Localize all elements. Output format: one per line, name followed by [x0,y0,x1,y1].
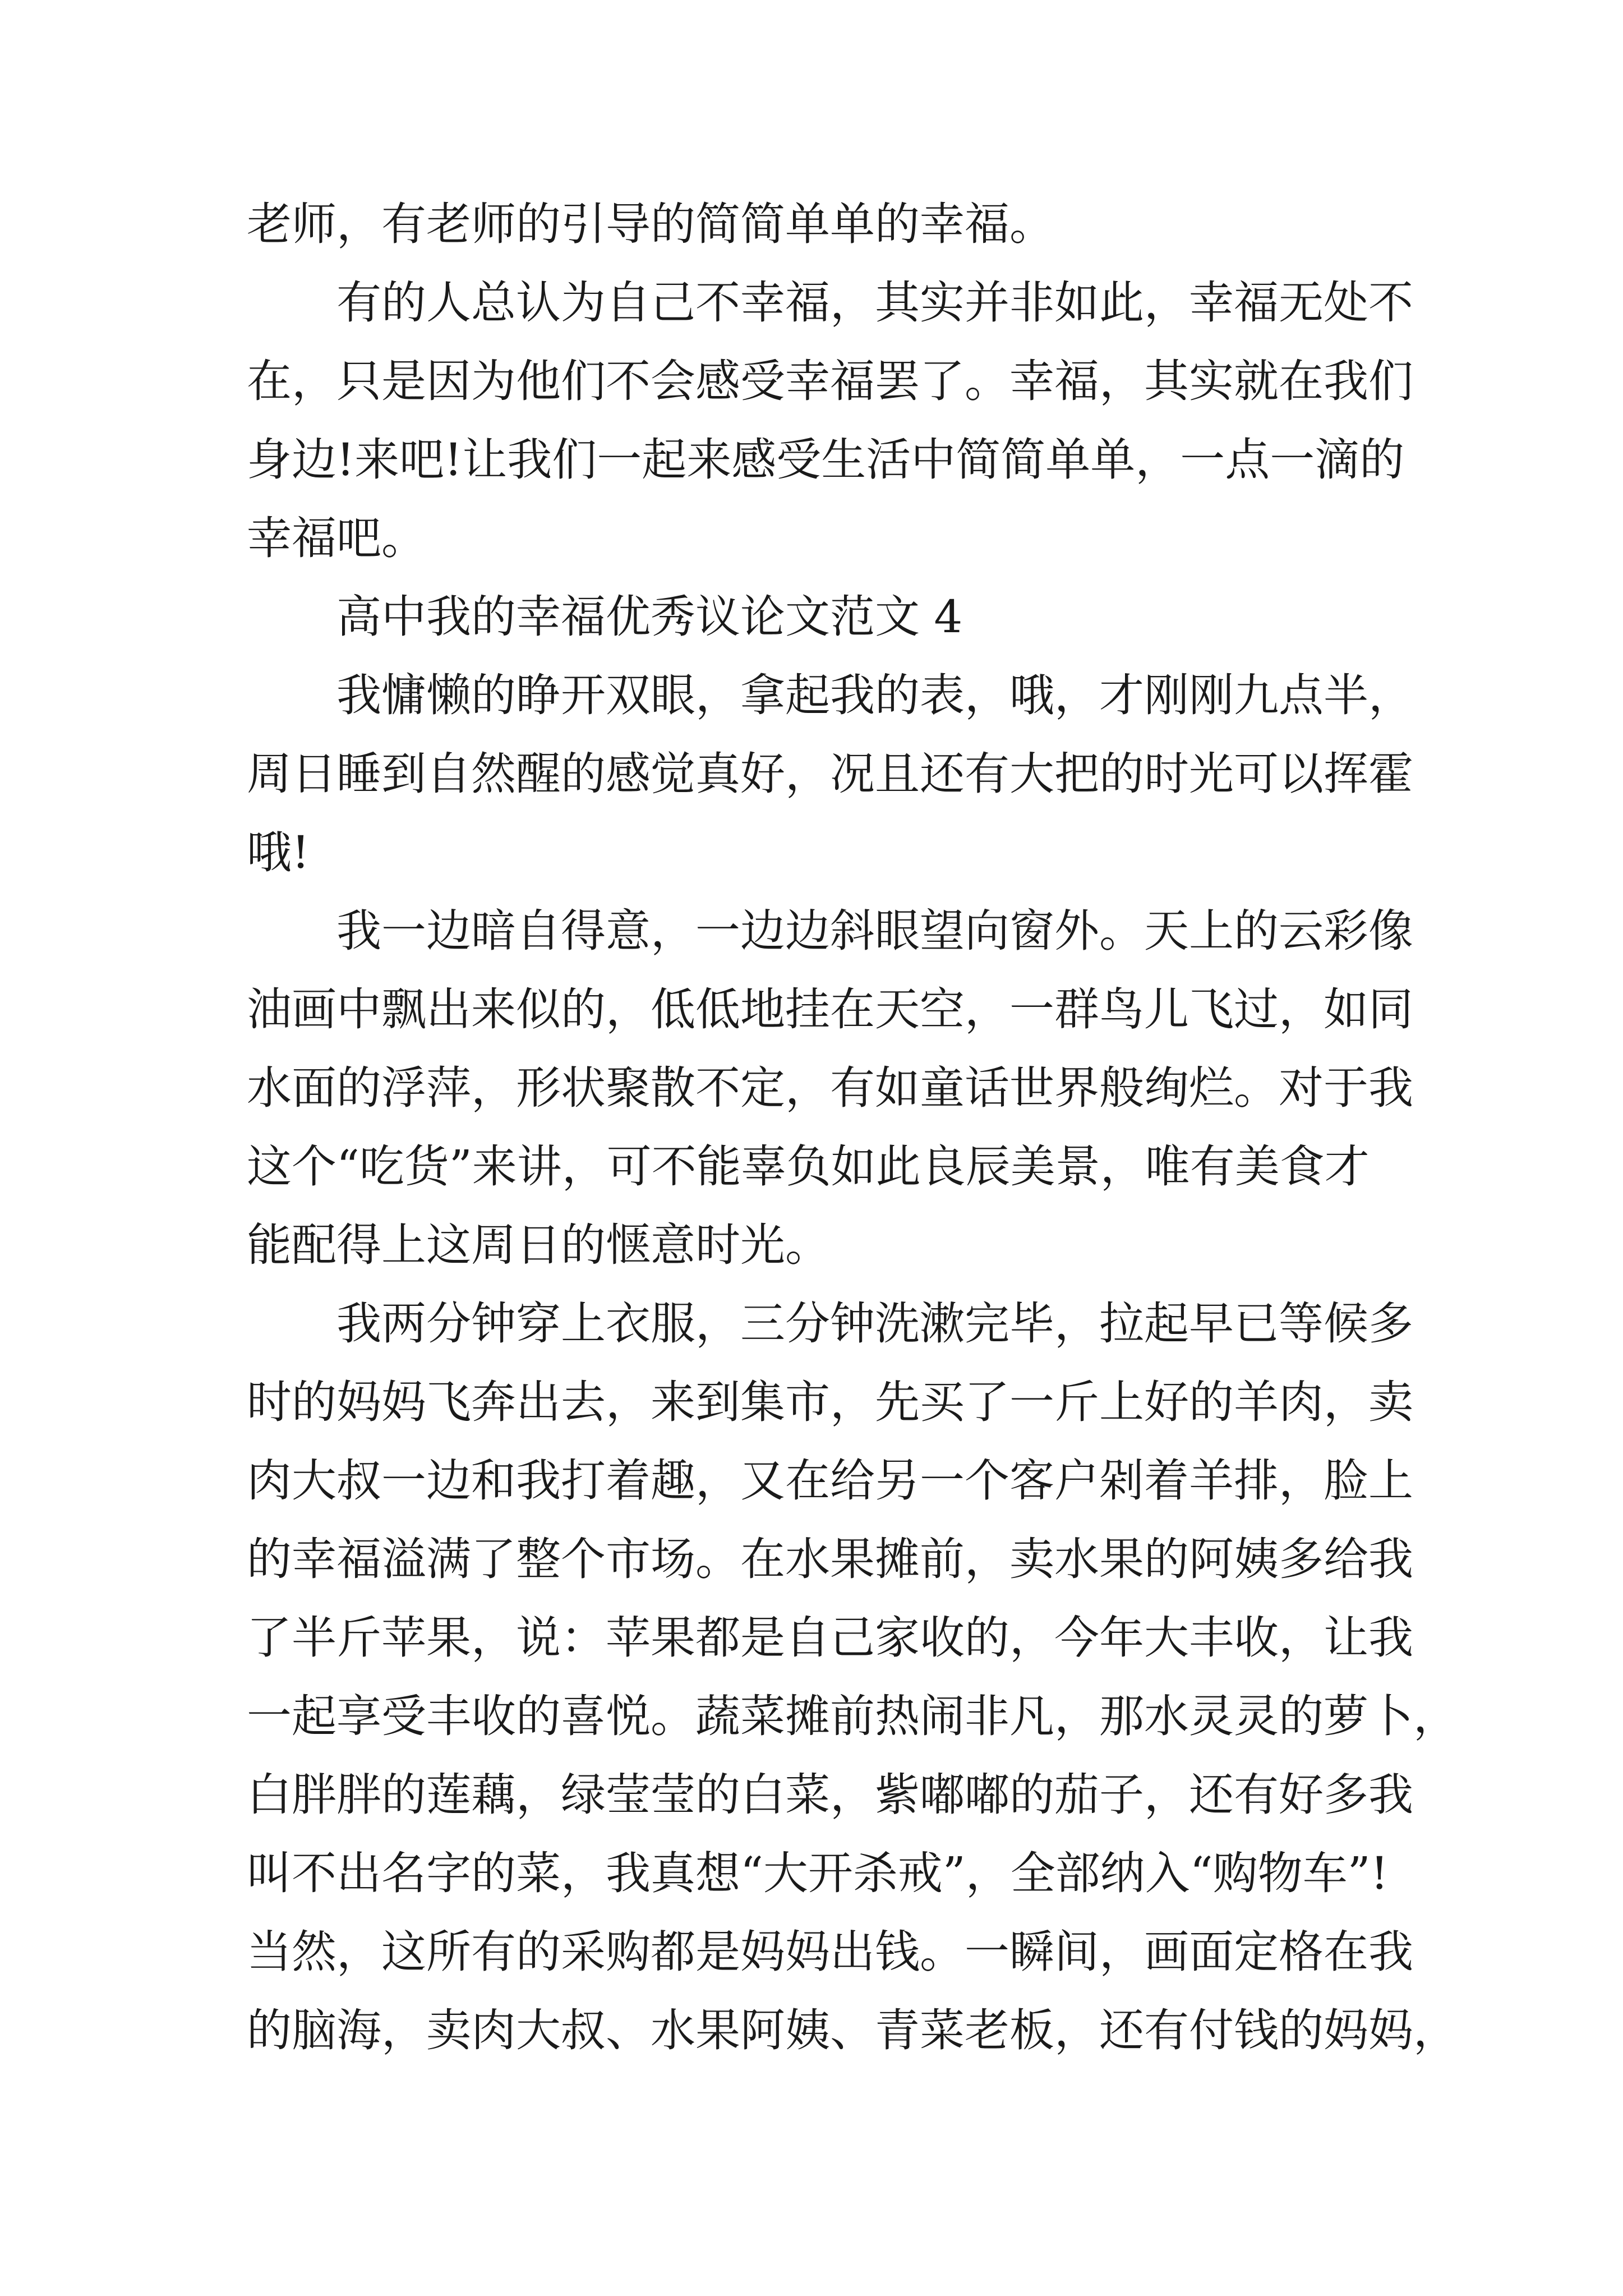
text-line: 了半斤苹果，说：苹果都是自己家收的，今年大丰收，让我 [247,1612,1413,1664]
text-line: 叫不出名字的菜，我真想“大开杀戒”，全部纳入“购物车”! [247,1847,1389,1899]
text-line: 我慵懒的睁开双眼，拿起我的表，哦，才刚刚九点半， [336,669,1413,721]
text-line: 这个“吃货”来讲，可不能辜负如此良辰美景，唯有美食才 [247,1140,1370,1193]
text-line: 我两分钟穿上衣服，三分钟洗漱完毕，拉起早已等候多 [336,1297,1413,1350]
text-line: 能配得上这周日的惬意时光。 [247,1219,830,1271]
text-line: 白胖胖的莲藕，绿莹莹的白菜，紫嘟嘟的茄子，还有好多我 [247,1769,1413,1821]
text-line: 哦! [247,826,310,878]
text-line: 周日睡到自然醒的感觉真好，况且还有大把的时光可以挥霍 [247,748,1413,800]
text-line: 当然，这所有的采购都是妈妈出钱。一瞬间，画面定格在我 [247,1926,1413,1978]
text-line: 老师，有老师的引导的简简单单的幸福。 [247,198,1054,250]
text-line: 油画中飘出来似的，低低地挂在天空，一群鸟儿飞过，如同 [247,983,1413,1036]
text-line: 有的人总认为自己不幸福，其实并非如此，幸福无处不 [336,277,1413,329]
text-line: 的幸福溢满了整个市场。在水果摊前，卖水果的阿姨多给我 [247,1533,1413,1585]
text-line: 肉大叔一边和我打着趣，又在给另一个客户剁着羊排，脸上 [247,1455,1413,1507]
section-heading: 高中我的幸福优秀议论文范文 4 [336,591,963,643]
text-line: 一起享受丰收的喜悦。蔬菜摊前热闹非凡，那水灵灵的萝卜， [247,1690,1458,1742]
text-line: 时的妈妈飞奔出去，来到集市，先买了一斤上好的羊肉，卖 [247,1376,1413,1428]
text-line: 水面的浮萍，形状聚散不定，有如童话世界般绚烂。对于我 [247,1062,1413,1114]
text-line: 我一边暗自得意，一边边斜眼望向窗外。天上的云彩像 [336,905,1413,957]
text-line: 在，只是因为他们不会感受幸福罢了。幸福，其实就在我们 [247,355,1413,407]
text-line: 幸福吧。 [247,512,426,564]
document-body [247,185,1458,2070]
text-line: 的脑海，卖肉大叔、水果阿姨、青菜老板，还有付钱的妈妈， [247,2004,1458,2056]
text-line: 身边!来吧!让我们一起来感受生活中简简单单，一点一滴的 [247,434,1405,486]
